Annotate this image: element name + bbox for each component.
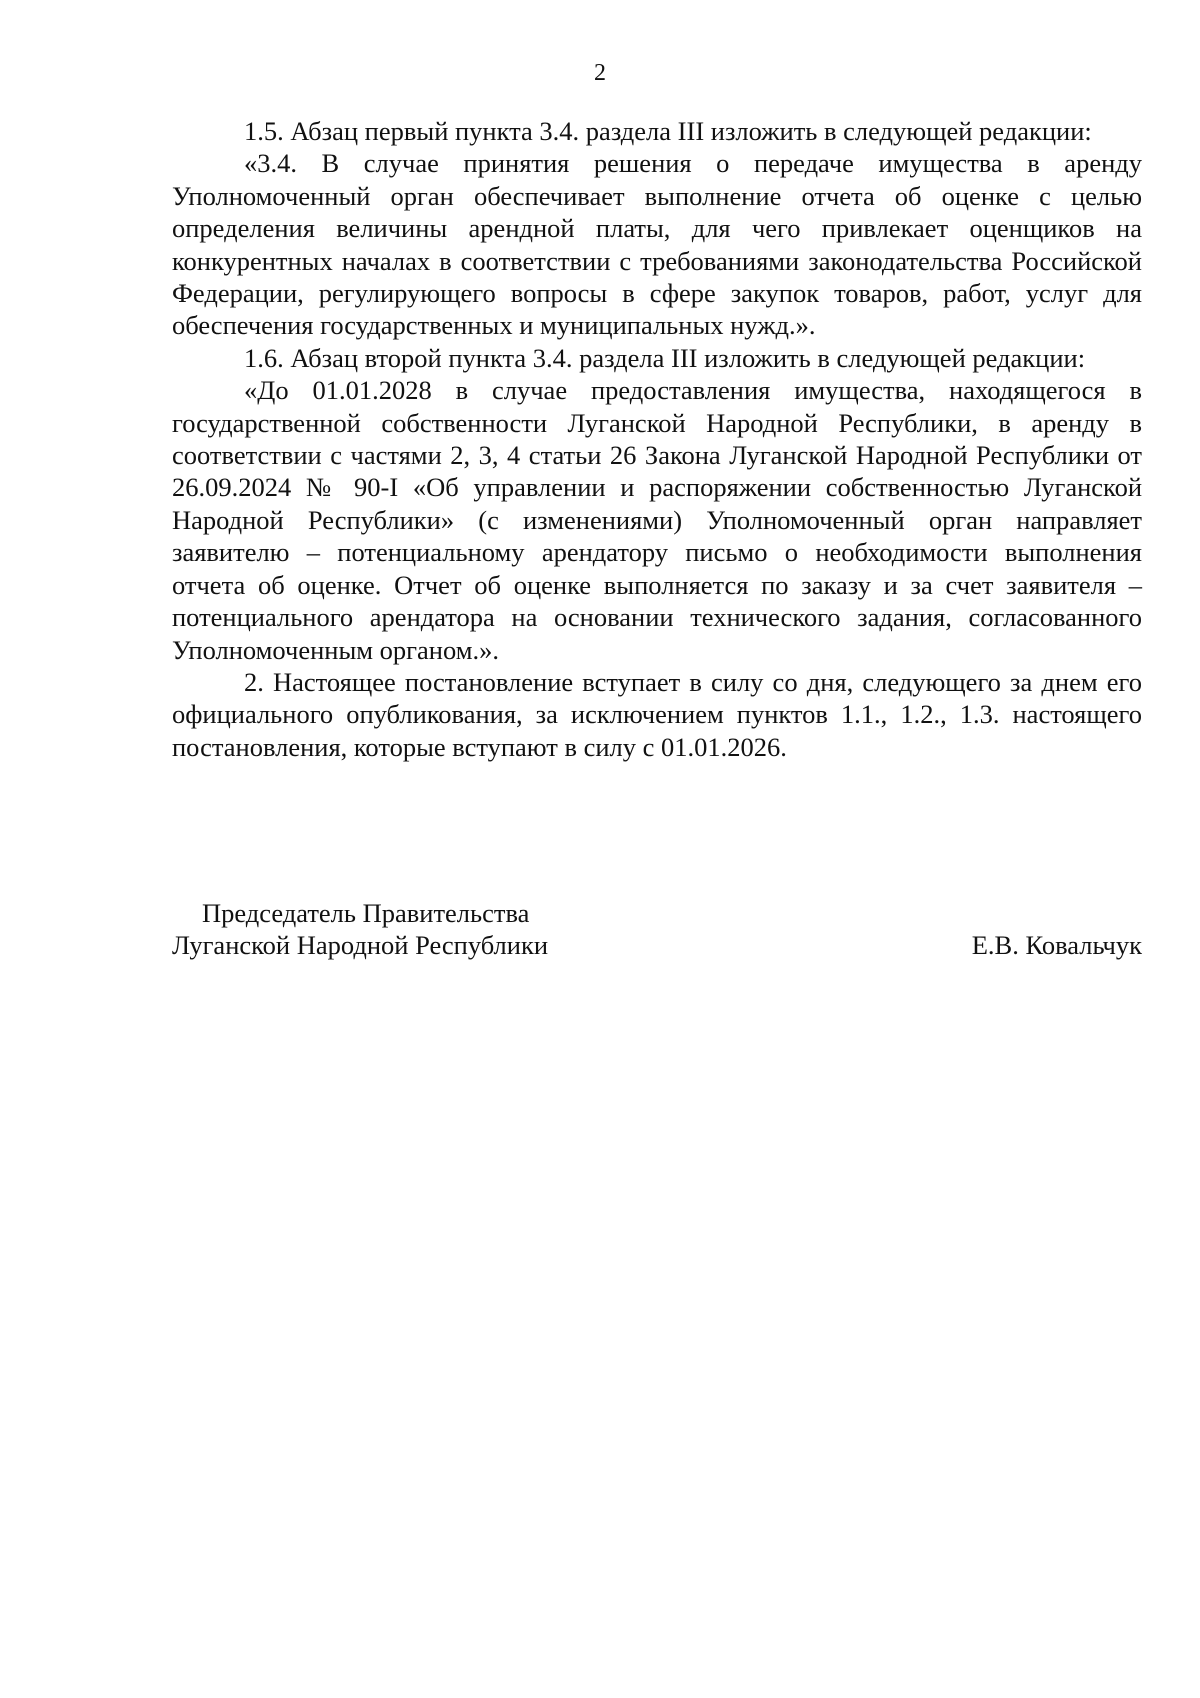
paragraph-quote-until-2028: «До 01.01.2028 в случае предоставления имущества, находящегося в государственной собственности Луганской Народной Республики, в аренду в соответствии с частями 2, 3, 4 статьи 26 Закона Луганской Народной Республики от 26.09.2024 № 90-I «Об управлении и распоряжении собственностью Луганской Народной Республики» (с изменениями) Уполномоченный орган направляет заявителю – потенциальному арендатору письмо о необходимости выполнения отчета об оценке. Отчет об оценке выполняется по заказу и за счет заявителя – потенциального арендатора на основании технического задания, согласованного Уполномоченным органом.». [172, 375, 1142, 665]
paragraph-1-6: 1.6. Абзац второй пункта 3.4. раздела III изложить в следующей редакции: [244, 342, 1086, 373]
signature-title-line-2 [172, 929, 1142, 961]
page-number: 2 [594, 60, 606, 86]
paragraph-2-effective-date: 2. Настоящее постановление вступает в силу со дня, следующего за днем его официального опубликования, за исключением пунктов 1.1., 1.2., 1.3. настоящего постановления, которые вступают в силу с 01.01.2026. [172, 666, 1142, 762]
signatory-name: Е.В. Ковальчук [971, 930, 1142, 961]
signature-title-line-1 [172, 897, 1142, 929]
paragraph-quote-3-4: «3.4. В случае принятия решения о передаче имущества в аренду Уполномоченный орган обеспечивает выполнение отчета об оценке с целью определения величины арендной платы, для чего привлекает оценщиков на конкурентных началах в соответствии с требованиями законодательства Российской Федерации, регулирующего вопросы в сфере закупок товаров, работ, услуг для обеспечения государственных и муниципальных нужд.». [172, 148, 1142, 341]
document-body [172, 115, 1142, 763]
signature-title-2: Луганской Народной Республики [172, 930, 549, 961]
paragraph-1-5: 1.5. Абзац первый пункта 3.4. раздела III изложить в следующей редакции: [244, 116, 1092, 146]
signature-title-1: Председатель Правительства [202, 898, 530, 928]
signature-block [172, 897, 1142, 962]
